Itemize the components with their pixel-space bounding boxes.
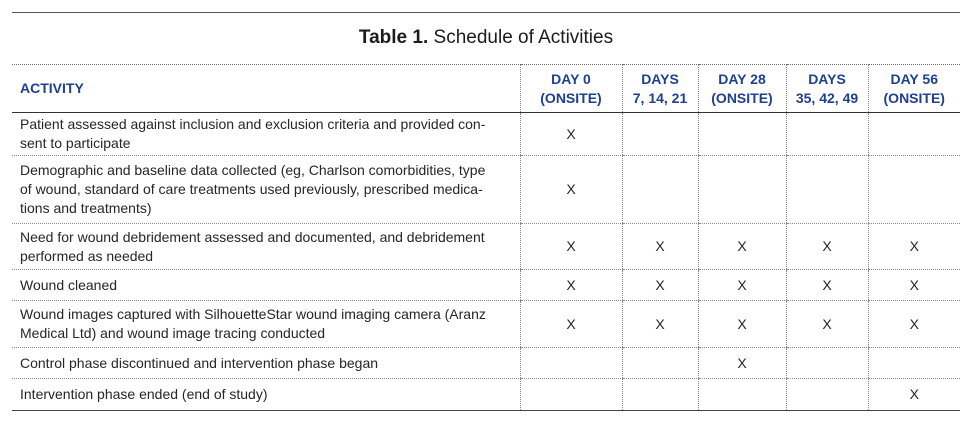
activity-line: Wound cleaned bbox=[20, 276, 118, 293]
mark-cell bbox=[786, 379, 868, 411]
header-row bbox=[12, 65, 960, 113]
table-row bbox=[12, 379, 960, 411]
mark-cell bbox=[622, 348, 698, 379]
header-line: DAY 28 bbox=[718, 70, 766, 87]
mark-cell: X bbox=[698, 348, 786, 379]
mark-cell: X bbox=[698, 270, 786, 301]
header-days-35-42-49 bbox=[786, 65, 868, 113]
mark-cell bbox=[868, 348, 960, 379]
mark-cell: X bbox=[786, 224, 868, 270]
activity-cell bbox=[12, 224, 520, 270]
activity-line: Need for wound debridement assessed and documented, and debridement bbox=[20, 228, 485, 245]
mark-cell: X bbox=[622, 270, 698, 301]
table-row bbox=[12, 270, 960, 301]
table-row bbox=[12, 113, 960, 156]
caption-label: Table 1. bbox=[358, 27, 429, 48]
activity-line: performed as needed bbox=[20, 247, 154, 264]
header-day-0 bbox=[520, 65, 622, 113]
mark-cell: X bbox=[698, 224, 786, 270]
header-line: DAYS bbox=[641, 70, 679, 87]
header-line: 7, 14, 21 bbox=[632, 89, 688, 106]
activity-line: sent to participate bbox=[20, 135, 131, 151]
activity-line: Intervention phase ended (end of study) bbox=[20, 386, 268, 402]
mark-cell: X bbox=[520, 156, 622, 224]
activity-cell bbox=[12, 379, 520, 411]
table-row bbox=[12, 156, 960, 224]
header-line: 35, 42, 49 bbox=[795, 89, 859, 106]
activity-line: Patient assessed against inclusion and exclusion criteria and provided con- bbox=[20, 116, 486, 132]
table-row bbox=[12, 348, 960, 379]
header-days-7-14-21 bbox=[622, 65, 698, 113]
mark-cell: X bbox=[622, 224, 698, 270]
mark-cell bbox=[868, 113, 960, 156]
mark-cell: X bbox=[868, 224, 960, 270]
mark-cell bbox=[786, 113, 868, 156]
header-line: (ONSITE) bbox=[711, 89, 773, 106]
activity-line: Demographic and baseline data collected (eg, Charlson comorbidities, type bbox=[20, 162, 486, 178]
activity-cell bbox=[12, 270, 520, 301]
table-row bbox=[12, 301, 960, 348]
header-line: DAY 56 bbox=[890, 70, 938, 87]
mark-cell: X bbox=[698, 301, 786, 348]
mark-cell: X bbox=[520, 224, 622, 270]
mark-cell: X bbox=[520, 301, 622, 348]
activity-cell bbox=[12, 156, 520, 224]
mark-cell bbox=[786, 348, 868, 379]
schedule-table bbox=[12, 64, 960, 411]
header-day-56 bbox=[868, 65, 960, 113]
activity-cell bbox=[12, 113, 520, 156]
mark-cell bbox=[622, 156, 698, 224]
mark-cell bbox=[868, 156, 960, 224]
header-activity: ACTIVITY bbox=[12, 65, 520, 113]
table-caption bbox=[12, 27, 960, 49]
header-line: (ONSITE) bbox=[883, 89, 945, 106]
mark-cell: X bbox=[786, 301, 868, 348]
activity-cell bbox=[12, 301, 520, 348]
activity-line: Control phase discontinued and intervention phase began bbox=[20, 354, 379, 371]
mark-cell: X bbox=[868, 270, 960, 301]
caption-text: Schedule of Activities bbox=[433, 27, 614, 48]
header-line: DAYS bbox=[808, 70, 846, 87]
activity-line: tions and treatments) bbox=[20, 200, 152, 216]
activity-line: Wound images captured with SilhouetteStar wound imaging camera (Aranz bbox=[20, 306, 486, 322]
mark-cell: X bbox=[622, 301, 698, 348]
activity-line: of wound, standard of care treatments used previously, prescribed medica- bbox=[20, 181, 483, 197]
header-line: DAY 0 bbox=[551, 70, 591, 87]
header-day-28 bbox=[698, 65, 786, 113]
mark-cell bbox=[622, 113, 698, 156]
header-line: (ONSITE) bbox=[540, 89, 602, 106]
mark-cell: X bbox=[868, 379, 960, 411]
table-row bbox=[12, 224, 960, 270]
activity-cell bbox=[12, 348, 520, 379]
mark-cell bbox=[786, 156, 868, 224]
mark-cell bbox=[520, 379, 622, 411]
mark-cell: X bbox=[520, 113, 622, 156]
top-rule bbox=[12, 12, 960, 13]
table-figure bbox=[12, 12, 960, 416]
mark-cell bbox=[698, 156, 786, 224]
activity-line: Medical Ltd) and wound image tracing conducted bbox=[20, 325, 326, 341]
mark-cell bbox=[698, 113, 786, 156]
mark-cell: X bbox=[868, 301, 960, 348]
mark-cell: X bbox=[520, 270, 622, 301]
mark-cell bbox=[622, 379, 698, 411]
mark-cell bbox=[698, 379, 786, 411]
mark-cell bbox=[520, 348, 622, 379]
mark-cell: X bbox=[786, 270, 868, 301]
